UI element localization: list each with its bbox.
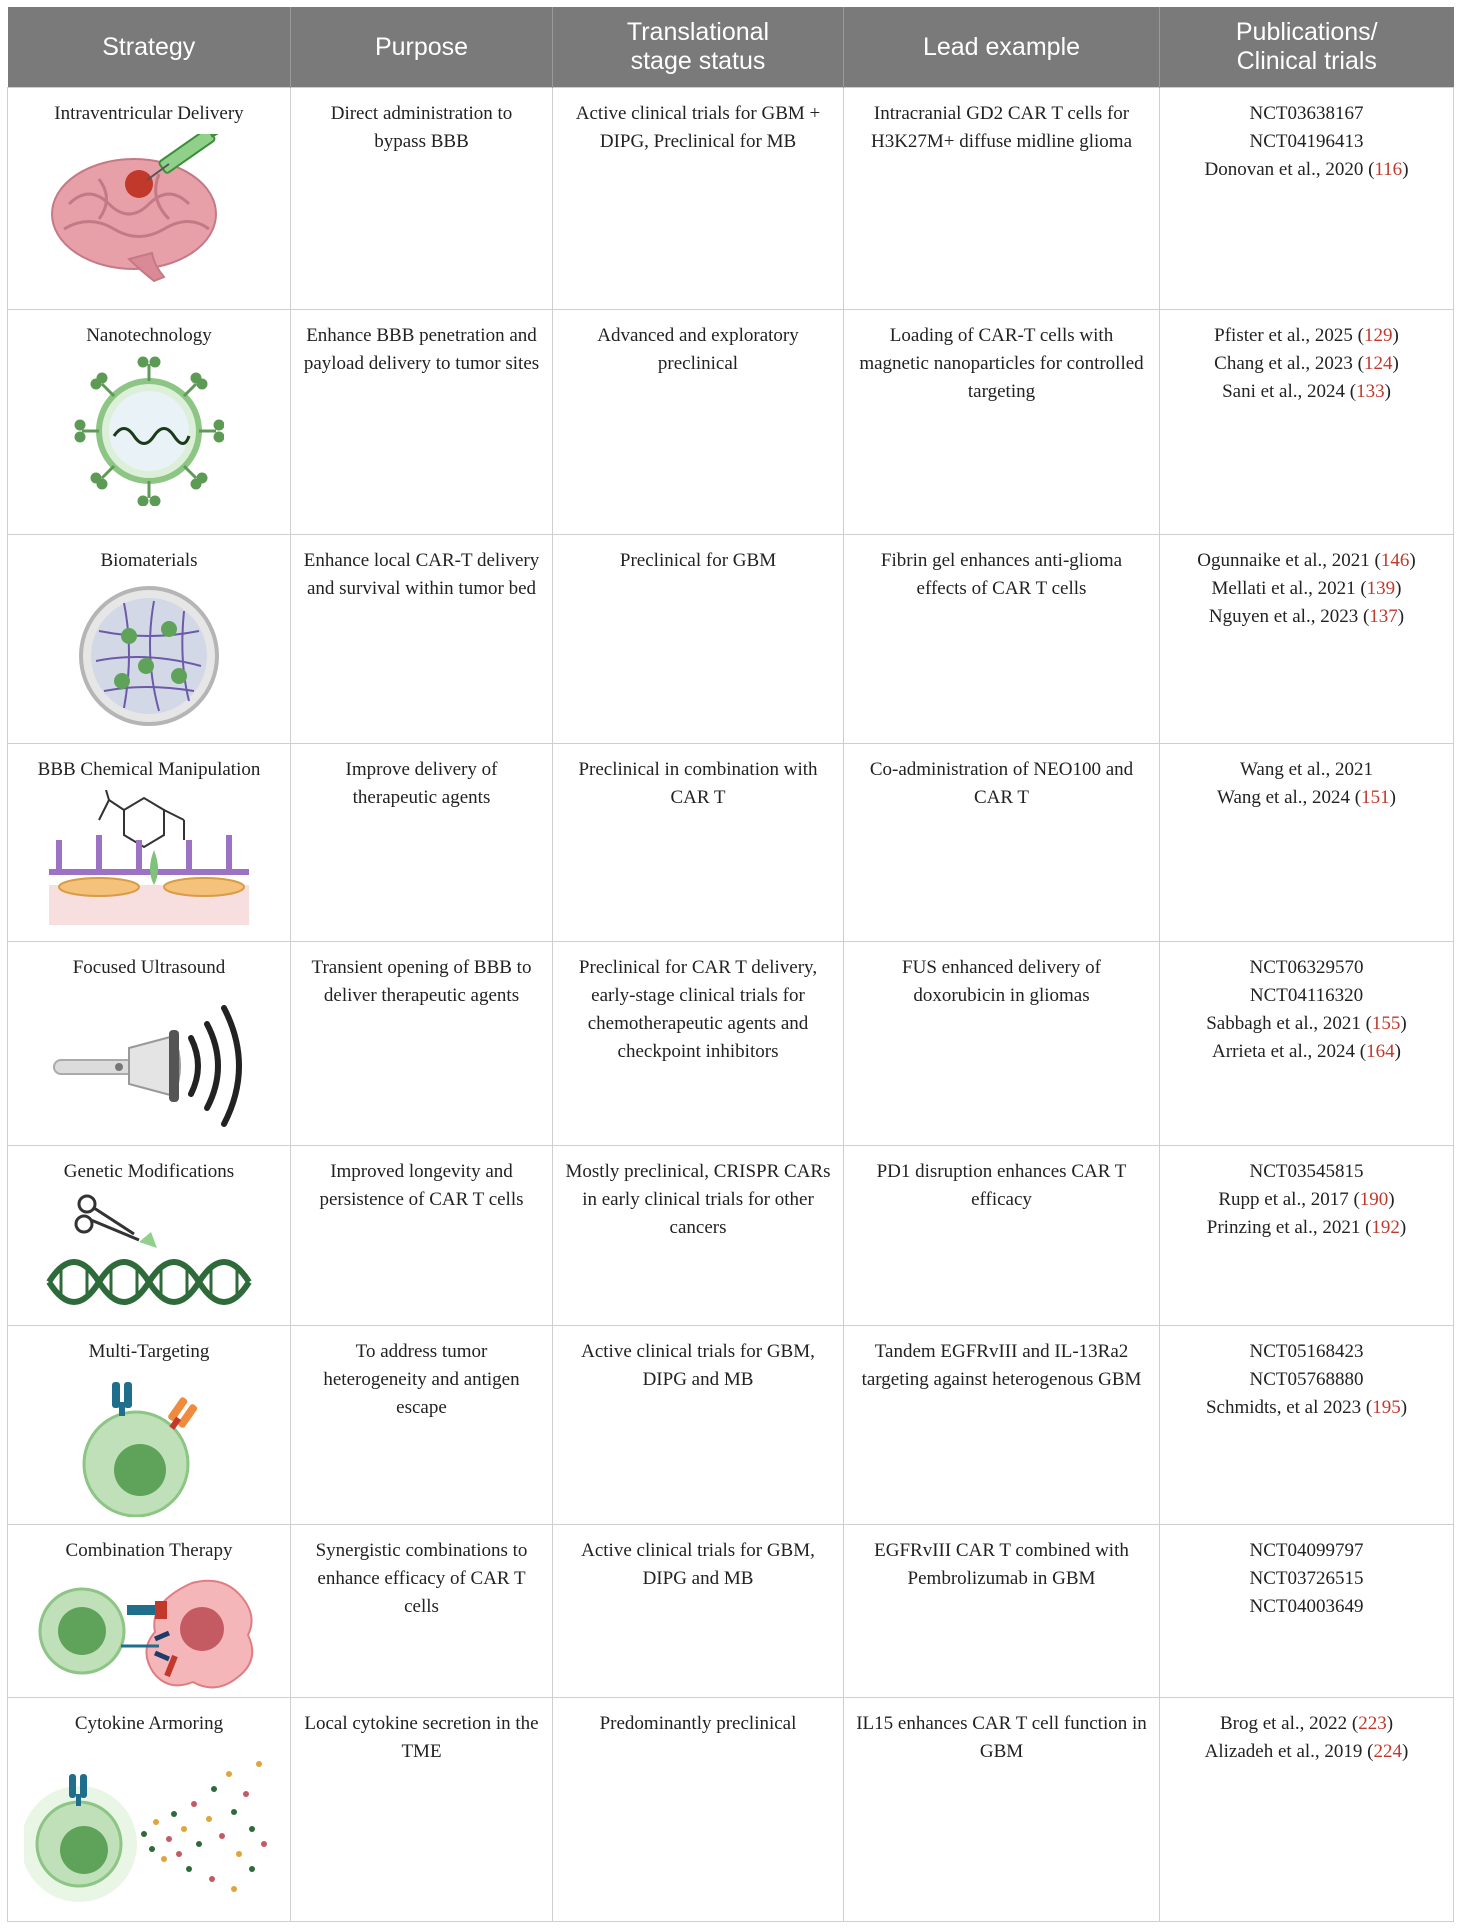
strategy-label: Combination Therapy bbox=[65, 1540, 233, 1561]
pub-text: ) bbox=[1388, 1189, 1395, 1210]
pub-text: ) bbox=[1394, 1041, 1401, 1062]
stage-cell: Active clinical trials for GBM + DIPG, Preclinical for MB bbox=[553, 88, 844, 310]
pub-text: Ogunnaike et al., 2021 ( bbox=[1197, 550, 1381, 571]
strategy-label: Cytokine Armoring bbox=[74, 1713, 224, 1734]
lead-cell: FUS enhanced delivery of doxorubicin in gliomas bbox=[844, 942, 1160, 1146]
pubs-cell bbox=[1160, 1146, 1454, 1326]
table-header-row bbox=[8, 7, 1454, 88]
pub-line bbox=[1172, 575, 1441, 603]
brain-syringe-icon bbox=[39, 134, 259, 284]
header-purpose: Purpose bbox=[291, 7, 553, 88]
strategy-cell bbox=[8, 310, 291, 535]
reference-link[interactable]: 164 bbox=[1366, 1041, 1395, 1062]
pub-line bbox=[1172, 156, 1441, 184]
pub-text: ) bbox=[1386, 1713, 1394, 1734]
pub-line bbox=[1172, 1186, 1441, 1214]
pub-text: ) bbox=[1400, 1397, 1408, 1418]
stage-cell: Active clinical trials for GBM, DIPG and MB bbox=[553, 1326, 844, 1525]
lead-cell: EGFRvIII CAR T combined with Pembrolizumab in GBM bbox=[844, 1525, 1160, 1698]
strategy-cell bbox=[8, 1525, 291, 1698]
pub-line bbox=[1172, 350, 1441, 378]
pub-text: ) bbox=[1397, 606, 1405, 627]
pub-text: Wang et al., 2024 ( bbox=[1217, 787, 1362, 808]
pub-line bbox=[1172, 322, 1441, 350]
pub-text: Donovan et al., 2020 ( bbox=[1204, 159, 1375, 180]
pub-line bbox=[1172, 1010, 1441, 1038]
pub-line: NCT03726515 bbox=[1249, 1568, 1364, 1589]
pubs-cell bbox=[1160, 88, 1454, 310]
pub-text: Chang et al., 2023 ( bbox=[1214, 353, 1365, 374]
strategy-label: Genetic Modifications bbox=[63, 1161, 235, 1182]
stage-cell: Predominantly preclinical bbox=[553, 1698, 844, 1922]
pub-text: Alizadeh et al., 2019 ( bbox=[1204, 1741, 1374, 1762]
strategy-label: Focused Ultrasound bbox=[72, 957, 226, 978]
pub-line bbox=[1172, 603, 1441, 631]
pub-text: Brog et al., 2022 ( bbox=[1219, 1713, 1359, 1734]
purpose-cell: Direct administration to bypass BBB bbox=[291, 88, 553, 310]
stage-cell: Preclinical for GBM bbox=[553, 535, 844, 744]
table-row bbox=[8, 744, 1454, 942]
pub-text: ) bbox=[1395, 578, 1402, 599]
pub-text: ) bbox=[1384, 381, 1391, 402]
pubs-cell bbox=[1160, 535, 1454, 744]
lead-cell: Tandem EGFRvIII and IL-13Ra2 targeting against heterogenous GBM bbox=[844, 1326, 1160, 1525]
pub-line: NCT04099797 bbox=[1249, 1540, 1364, 1561]
pub-text: Mellati et al., 2021 ( bbox=[1211, 578, 1367, 599]
pub-text: Prinzing et al., 2021 ( bbox=[1206, 1217, 1372, 1238]
pubs-cell bbox=[1160, 942, 1454, 1146]
strategy-cell bbox=[8, 744, 291, 942]
strategy-label: Intraventricular Delivery bbox=[54, 103, 244, 124]
stage-cell: Preclinical for CAR T delivery, early-stage clinical trials for chemotherapeutic agents and checkpoint inhibitors bbox=[553, 942, 844, 1146]
reference-link[interactable]: 192 bbox=[1371, 1217, 1400, 1238]
pub-line: NCT04196413 bbox=[1249, 131, 1364, 152]
table-row bbox=[8, 1326, 1454, 1525]
pub-line bbox=[1172, 1038, 1441, 1066]
pub-text: ) bbox=[1402, 1741, 1409, 1762]
lead-cell: Co-administration of NEO100 and CAR T bbox=[844, 744, 1160, 942]
header-stage bbox=[553, 7, 844, 88]
table-row bbox=[8, 1525, 1454, 1698]
biomaterial-dish-icon bbox=[74, 581, 224, 731]
pub-text: Sabbagh et al., 2021 ( bbox=[1206, 1013, 1372, 1034]
pubs-cell bbox=[1160, 1326, 1454, 1525]
purpose-cell: Improve delivery of therapeutic agents bbox=[291, 744, 553, 942]
lead-cell: IL15 enhances CAR T cell function in GBM bbox=[844, 1698, 1160, 1922]
purpose-cell: Local cytokine secretion in the TME bbox=[291, 1698, 553, 1922]
purpose-cell: Transient opening of BBB to deliver therapeutic agents bbox=[291, 942, 553, 1146]
pubs-cell bbox=[1160, 1698, 1454, 1922]
table-row bbox=[8, 1698, 1454, 1922]
pub-line bbox=[1172, 1710, 1441, 1738]
pub-text: Sani et al., 2024 ( bbox=[1222, 381, 1357, 402]
table-row bbox=[8, 942, 1454, 1146]
strategy-cell bbox=[8, 1698, 291, 1922]
stage-cell: Advanced and exploratory preclinical bbox=[553, 310, 844, 535]
purpose-cell: To address tumor heterogeneity and antigen escape bbox=[291, 1326, 553, 1525]
table-row bbox=[8, 1146, 1454, 1326]
strategy-cell bbox=[8, 535, 291, 744]
purpose-cell: Improved longevity and persistence of CAR T cells bbox=[291, 1146, 553, 1326]
pub-text: Schmidts, et al 2023 ( bbox=[1205, 1397, 1373, 1418]
pub-text: Pfister et al., 2025 ( bbox=[1214, 325, 1365, 346]
nanoparticle-icon bbox=[74, 356, 224, 506]
lead-cell: Fibrin gel enhances anti-glioma effects of CAR T cells bbox=[844, 535, 1160, 744]
multi-target-cell-icon bbox=[74, 1372, 224, 1517]
strategy-cell bbox=[8, 1326, 291, 1525]
header-pubs bbox=[1160, 7, 1454, 88]
strategy-label: Nanotechnology bbox=[86, 325, 212, 346]
pubs-cell bbox=[1160, 310, 1454, 535]
stage-cell: Mostly preclinical, CRISPR CARs in early clinical trials for other cancers bbox=[553, 1146, 844, 1326]
pub-line: NCT03545815 bbox=[1249, 1161, 1364, 1182]
reference-link[interactable]: 155 bbox=[1371, 1013, 1401, 1034]
chemical-bbb-icon bbox=[44, 790, 254, 925]
pub-text: ) bbox=[1400, 1013, 1407, 1034]
stage-cell: Active clinical trials for GBM, DIPG and MB bbox=[553, 1525, 844, 1698]
pub-text: Rupp et al., 2017 ( bbox=[1218, 1189, 1360, 1210]
reference-link[interactable]: 151 bbox=[1361, 787, 1390, 808]
pub-line: NCT05168423 bbox=[1249, 1341, 1364, 1362]
header-strategy: Strategy bbox=[8, 7, 291, 88]
reference-link[interactable]: 190 bbox=[1359, 1189, 1389, 1210]
header-lead: Lead example bbox=[844, 7, 1160, 88]
pubs-cell bbox=[1160, 1525, 1454, 1698]
combination-cells-icon bbox=[37, 1571, 262, 1691]
table-row bbox=[8, 310, 1454, 535]
header-stage-line2: stage status bbox=[630, 47, 766, 75]
table-row bbox=[8, 535, 1454, 744]
pub-text: Arrieta et al., 2024 ( bbox=[1212, 1041, 1367, 1062]
header-pubs-line2: Clinical trials bbox=[1236, 47, 1377, 75]
strategy-label: Biomaterials bbox=[100, 550, 198, 571]
pub-line bbox=[1172, 1394, 1441, 1422]
strategy-cell bbox=[8, 942, 291, 1146]
stage-cell: Preclinical in combination with CAR T bbox=[553, 744, 844, 942]
pub-line bbox=[1172, 378, 1441, 406]
lead-cell: Intracranial GD2 CAR T cells for H3K27M+ diffuse midline glioma bbox=[844, 88, 1160, 310]
strategy-label: BBB Chemical Manipulation bbox=[37, 759, 261, 780]
pub-line bbox=[1172, 1214, 1441, 1242]
pub-line: NCT04003649 bbox=[1249, 1596, 1364, 1617]
strategy-label: Multi-Targeting bbox=[88, 1341, 210, 1362]
lead-cell: PD1 disruption enhances CAR T efficacy bbox=[844, 1146, 1160, 1326]
purpose-cell: Synergistic combinations to enhance efficacy of CAR T cells bbox=[291, 1525, 553, 1698]
pub-text: ) bbox=[1399, 1217, 1407, 1238]
dna-scissors-icon bbox=[39, 1192, 259, 1312]
reference-link[interactable]: 146 bbox=[1380, 550, 1410, 571]
reference-link[interactable]: 116 bbox=[1374, 159, 1403, 180]
strategy-cell bbox=[8, 88, 291, 310]
reference-link[interactable]: 137 bbox=[1369, 606, 1398, 627]
purpose-cell: Enhance local CAR-T delivery and survival within tumor bed bbox=[291, 535, 553, 744]
pub-line bbox=[1172, 547, 1441, 575]
cytokine-cell-icon bbox=[24, 1744, 274, 1904]
reference-link[interactable]: 129 bbox=[1364, 325, 1393, 346]
pub-text: Nguyen et al., 2023 ( bbox=[1208, 606, 1370, 627]
purpose-cell: Enhance BBB penetration and payload delivery to tumor sites bbox=[291, 310, 553, 535]
pub-line bbox=[1172, 1738, 1441, 1766]
reference-link[interactable]: 139 bbox=[1366, 578, 1396, 599]
pub-line: NCT05768880 bbox=[1249, 1369, 1364, 1390]
strategy-cell bbox=[8, 1146, 291, 1326]
pub-line bbox=[1172, 784, 1441, 812]
pub-line: Wang et al., 2021 bbox=[1239, 759, 1374, 780]
reference-link[interactable]: 133 bbox=[1356, 381, 1385, 402]
pub-line: NCT04116320 bbox=[1249, 985, 1364, 1006]
header-stage-line1: Translational bbox=[626, 18, 770, 46]
pub-text: ) bbox=[1402, 159, 1409, 180]
strategy-table bbox=[7, 7, 1454, 1922]
pub-line: NCT03638167 bbox=[1249, 103, 1364, 124]
pub-text: ) bbox=[1392, 325, 1399, 346]
lead-cell: Loading of CAR-T cells with magnetic nanoparticles for controlled targeting bbox=[844, 310, 1160, 535]
table-row bbox=[8, 88, 1454, 310]
pub-text: ) bbox=[1409, 550, 1416, 571]
pub-text: ) bbox=[1392, 353, 1399, 374]
reference-link[interactable]: 124 bbox=[1364, 353, 1393, 374]
header-pubs-line1: Publications/ bbox=[1235, 18, 1378, 46]
pubs-cell bbox=[1160, 744, 1454, 942]
pub-line: NCT06329570 bbox=[1249, 957, 1364, 978]
pub-text: ) bbox=[1389, 787, 1396, 808]
reference-link[interactable]: 223 bbox=[1358, 1713, 1387, 1734]
reference-link[interactable]: 195 bbox=[1372, 1397, 1401, 1418]
reference-link[interactable]: 224 bbox=[1373, 1741, 1402, 1762]
ultrasound-probe-icon bbox=[49, 988, 249, 1128]
